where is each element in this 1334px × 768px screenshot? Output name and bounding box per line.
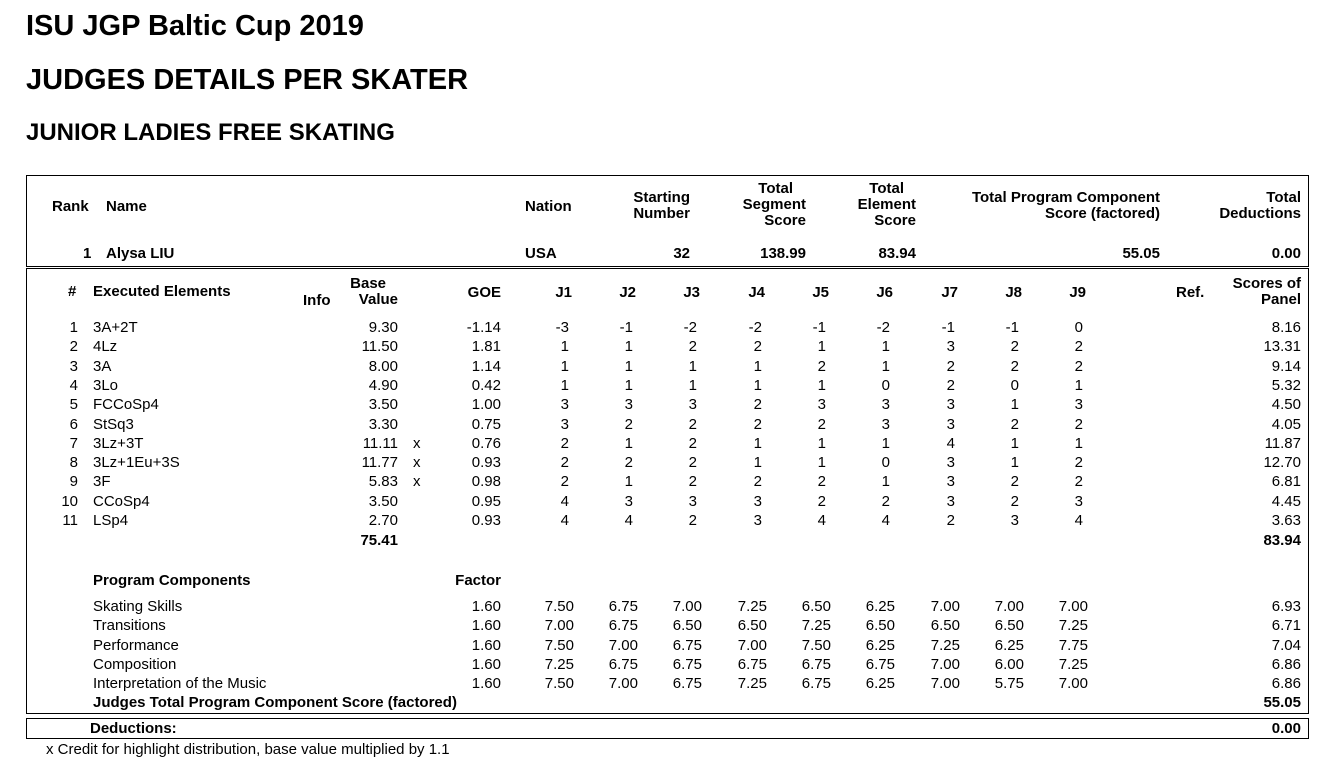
total-segment-score-header: Total Segment Score xyxy=(742,180,806,229)
panel-elements-total: 83.94 xyxy=(1263,532,1301,549)
element-judge-score: 1 xyxy=(753,434,762,452)
element-judge-score: 2 xyxy=(1010,415,1019,433)
component-judge-score: 6.75 xyxy=(672,655,702,673)
skater-rank: 1 xyxy=(83,245,92,262)
element-judge-score: 0 xyxy=(881,454,890,472)
element-goe: 1.81 xyxy=(471,338,501,356)
nation-header: Nation xyxy=(525,198,572,215)
component-judge-score: 7.50 xyxy=(544,598,574,615)
element-number: 5 xyxy=(69,396,78,414)
element-judge-score: 3 xyxy=(881,415,890,433)
element-judge-score: 2 xyxy=(817,473,826,491)
component-judge-score: 7.00 xyxy=(994,598,1024,615)
deductions-label: Deductions: xyxy=(90,720,177,737)
components-total-label: Judges Total Program Component Score (factored) xyxy=(93,694,457,711)
element-judge-score: 3 xyxy=(1010,512,1019,529)
element-judge-score: 2 xyxy=(624,415,633,433)
starting-number-header: Starting Number xyxy=(633,189,690,222)
element-number: 9 xyxy=(69,473,78,491)
element-judge-score: 3 xyxy=(688,396,697,414)
element-number-header: # xyxy=(68,283,77,300)
component-judge-score: 7.50 xyxy=(544,675,574,693)
event-title: ISU JGP Baltic Cup 2019 xyxy=(26,10,364,42)
component-panel-score: 6.93 xyxy=(1271,598,1301,615)
scores-of-panel-header: Scores of Panel xyxy=(1232,275,1301,308)
component-panel-score: 7.04 xyxy=(1271,636,1301,654)
element-judge-score: 2 xyxy=(560,434,569,452)
rank-header: Rank xyxy=(52,198,89,215)
element-judge-score: 2 xyxy=(1074,415,1083,433)
skater-total-pcs: 55.05 xyxy=(1122,245,1160,262)
element-judge-score: 4 xyxy=(624,512,633,529)
element-judge-score: 3 xyxy=(560,396,569,414)
component-judge-score: 7.75 xyxy=(1058,636,1088,654)
component-judge-score: 6.75 xyxy=(672,675,702,693)
element-base-value: 8.00 xyxy=(368,357,398,375)
element-judge-score: 3 xyxy=(817,396,826,414)
element-panel-score: 6.81 xyxy=(1271,473,1301,491)
element-judge-score: 1 xyxy=(753,454,762,472)
element-panel-score: 4.05 xyxy=(1271,415,1301,433)
element-judge-score: 1 xyxy=(624,473,633,491)
component-judge-score: 7.00 xyxy=(930,655,960,673)
component-judge-score: 6.75 xyxy=(737,655,767,673)
element-judge-score: 2 xyxy=(1010,338,1019,356)
components-total-value: 55.05 xyxy=(1263,694,1301,711)
element-judge-score: 2 xyxy=(1010,357,1019,375)
element-name: CCoSp4 xyxy=(93,492,150,510)
deductions-value: 0.00 xyxy=(1271,720,1301,737)
element-judge-score: 2 xyxy=(560,473,569,491)
skater-starting-number: 32 xyxy=(673,245,690,262)
component-judge-score: 6.25 xyxy=(865,675,895,693)
element-number: 7 xyxy=(69,434,78,452)
component-judge-score: 6.25 xyxy=(865,636,895,654)
judge-header-6: J6 xyxy=(876,284,893,301)
element-judge-score: 3 xyxy=(881,396,890,414)
component-judge-score: 6.75 xyxy=(608,617,638,635)
component-judge-score: 7.25 xyxy=(1058,617,1088,635)
element-judge-score: 1 xyxy=(817,338,826,356)
element-judge-score: 2 xyxy=(946,357,955,375)
element-judge-score: 1 xyxy=(1074,376,1083,394)
component-judge-score: 6.75 xyxy=(608,598,638,615)
element-judge-score: 3 xyxy=(946,338,955,356)
element-name: 4Lz xyxy=(93,338,118,356)
element-base-value: 4.90 xyxy=(368,376,398,394)
element-panel-score: 11.87 xyxy=(1264,434,1301,452)
component-judge-score: 7.00 xyxy=(1058,675,1088,693)
element-judge-score: 0 xyxy=(1074,319,1083,336)
component-judge-score: 6.75 xyxy=(672,636,702,654)
element-judge-score: 2 xyxy=(753,473,762,491)
component-judge-score: 7.00 xyxy=(608,675,638,693)
element-goe: 0.98 xyxy=(471,473,501,491)
component-judge-score: 6.25 xyxy=(865,598,895,615)
element-panel-score: 12.70 xyxy=(1263,454,1301,472)
element-judge-score: 1 xyxy=(688,357,697,375)
element-judge-score: -1 xyxy=(941,319,955,336)
element-judge-score: -2 xyxy=(748,319,762,336)
element-panel-score: 8.16 xyxy=(1271,319,1301,336)
element-judge-score: 3 xyxy=(624,396,633,414)
element-judge-score: 1 xyxy=(560,357,569,375)
element-number: 8 xyxy=(69,454,78,472)
element-judge-score: 3 xyxy=(560,415,569,433)
judge-header-1: J1 xyxy=(555,284,572,301)
factor-header: Factor xyxy=(455,572,501,589)
category-title: JUNIOR LADIES FREE SKATING xyxy=(26,119,395,146)
component-panel-score: 6.86 xyxy=(1271,655,1301,673)
component-judge-score: 7.25 xyxy=(737,675,767,693)
component-judge-score: 6.50 xyxy=(994,617,1024,635)
element-judge-score: 1 xyxy=(624,357,633,375)
skater-total-element-score: 83.94 xyxy=(878,245,916,262)
component-judge-score: 7.00 xyxy=(672,598,702,615)
element-panel-score: 13.31 xyxy=(1263,338,1301,356)
base-value-total: 75.41 xyxy=(360,532,398,549)
goe-header: GOE xyxy=(467,284,501,301)
element-judge-score: 1 xyxy=(753,376,762,394)
component-judge-score: 7.00 xyxy=(1058,598,1088,615)
element-judge-score: 1 xyxy=(1074,434,1083,452)
element-judge-score: 1 xyxy=(817,454,826,472)
element-judge-score: 3 xyxy=(946,396,955,414)
judge-header-4: J4 xyxy=(748,284,765,301)
element-panel-score: 9.14 xyxy=(1271,357,1301,375)
element-judge-score: 3 xyxy=(688,492,697,510)
element-judge-score: 2 xyxy=(1074,473,1083,491)
element-goe: 0.75 xyxy=(471,415,501,433)
component-name: Composition xyxy=(93,655,177,673)
info-header: Info xyxy=(303,292,331,309)
element-name: 3F xyxy=(93,473,111,491)
element-judge-score: 1 xyxy=(881,473,890,491)
element-base-value: 5.83 xyxy=(368,473,398,491)
element-judge-score: 1 xyxy=(560,338,569,356)
element-goe: -1.14 xyxy=(466,319,501,336)
element-judge-score: 2 xyxy=(688,434,697,452)
component-judge-score: 6.50 xyxy=(801,598,831,615)
element-name: LSp4 xyxy=(93,512,129,529)
element-number: 6 xyxy=(69,415,78,433)
element-info: x xyxy=(413,473,421,491)
component-name: Performance xyxy=(93,636,179,654)
element-judge-score: -2 xyxy=(683,319,697,336)
element-number: 10 xyxy=(61,492,78,510)
deductions-box xyxy=(26,718,1309,739)
element-judge-score: 3 xyxy=(946,415,955,433)
component-judge-score: 7.25 xyxy=(801,617,831,635)
element-goe: 0.42 xyxy=(471,376,501,394)
element-base-value: 3.30 xyxy=(368,415,398,433)
element-number: 11 xyxy=(62,512,78,529)
element-judge-score: 1 xyxy=(560,376,569,394)
skater-total-segment-score: 138.99 xyxy=(760,245,806,262)
element-judge-score: 1 xyxy=(1010,396,1019,414)
element-panel-score: 4.45 xyxy=(1271,492,1301,510)
component-judge-score: 6.75 xyxy=(865,655,895,673)
element-base-value: 11.77 xyxy=(361,454,398,472)
component-judge-score: 7.50 xyxy=(544,636,574,654)
element-goe: 0.76 xyxy=(471,434,501,452)
component-judge-score: 7.00 xyxy=(930,675,960,693)
element-judge-score: 3 xyxy=(1074,492,1083,510)
element-goe: 0.93 xyxy=(471,512,501,529)
element-name: FCCoSp4 xyxy=(93,396,159,414)
judge-header-9: J9 xyxy=(1069,284,1086,301)
component-factor: 1.60 xyxy=(471,617,501,635)
element-judge-score: 3 xyxy=(946,473,955,491)
component-judge-score: 7.50 xyxy=(801,636,831,654)
element-judge-score: 2 xyxy=(753,396,762,414)
total-deductions-header: Total Deductions xyxy=(1219,189,1301,222)
total-pcs-header: Total Program Component Score (factored) xyxy=(971,189,1160,222)
component-judge-score: 6.75 xyxy=(608,655,638,673)
component-judge-score: 6.00 xyxy=(994,655,1024,673)
component-judge-score: 7.25 xyxy=(930,636,960,654)
details-box xyxy=(26,268,1309,714)
component-judge-score: 6.50 xyxy=(737,617,767,635)
element-goe: 1.14 xyxy=(471,357,501,375)
element-judge-score: 2 xyxy=(1074,338,1083,356)
base-value-header: Base Value xyxy=(350,275,398,308)
element-judge-score: 2 xyxy=(688,473,697,491)
element-judge-score: 1 xyxy=(881,338,890,356)
element-number: 3 xyxy=(69,357,78,375)
footnote: x Credit for highlight distribution, base value multiplied by 1.1 xyxy=(46,741,450,758)
element-judge-score: -1 xyxy=(1005,319,1019,336)
element-judge-score: 3 xyxy=(624,492,633,510)
component-factor: 1.60 xyxy=(471,598,501,615)
element-judge-score: 1 xyxy=(881,357,890,375)
element-judge-score: 2 xyxy=(817,492,826,510)
component-factor: 1.60 xyxy=(471,636,501,654)
element-name: 3Lo xyxy=(93,376,119,394)
element-goe: 0.93 xyxy=(471,454,501,472)
element-judge-score: 1 xyxy=(624,434,633,452)
element-name: 3A xyxy=(93,357,112,375)
element-judge-score: 4 xyxy=(817,512,826,529)
element-goe: 0.95 xyxy=(471,492,501,510)
element-judge-score: 3 xyxy=(946,492,955,510)
element-judge-score: -2 xyxy=(876,319,890,336)
skater-total-deductions: 0.00 xyxy=(1271,245,1301,262)
element-info: x xyxy=(413,434,421,452)
element-judge-score: 2 xyxy=(624,454,633,472)
element-judge-score: 2 xyxy=(1010,492,1019,510)
element-number: 4 xyxy=(69,376,78,394)
element-judge-score: 0 xyxy=(1010,376,1019,394)
component-judge-score: 7.25 xyxy=(544,655,574,673)
element-judge-score: 2 xyxy=(753,338,762,356)
component-judge-score: 7.25 xyxy=(1058,655,1088,673)
element-base-value: 11.11 xyxy=(362,434,398,452)
element-judge-score: 1 xyxy=(817,376,826,394)
element-judge-score: 2 xyxy=(817,357,826,375)
component-name: Interpretation of the Music xyxy=(93,675,267,693)
element-judge-score: 2 xyxy=(753,415,762,433)
element-judge-score: 4 xyxy=(560,512,569,529)
element-number: 2 xyxy=(69,338,78,356)
element-judge-score: 2 xyxy=(817,415,826,433)
element-judge-score: 2 xyxy=(946,376,955,394)
element-judge-score: 2 xyxy=(946,512,955,529)
component-panel-score: 6.71 xyxy=(1271,617,1301,635)
component-judge-score: 5.75 xyxy=(994,675,1024,693)
component-judge-score: 6.25 xyxy=(994,636,1024,654)
element-judge-score: 3 xyxy=(753,492,762,510)
element-name: StSq3 xyxy=(93,415,134,433)
component-judge-score: 6.75 xyxy=(801,655,831,673)
component-panel-score: 6.86 xyxy=(1271,675,1301,693)
skater-name: Alysa LIU xyxy=(106,245,175,262)
element-judge-score: 1 xyxy=(624,338,633,356)
element-judge-score: 3 xyxy=(1074,396,1083,414)
component-judge-score: 6.75 xyxy=(801,675,831,693)
element-judge-score: 0 xyxy=(881,376,890,394)
judge-header-8: J8 xyxy=(1005,284,1022,301)
element-panel-score: 5.32 xyxy=(1271,376,1301,394)
element-judge-score: 2 xyxy=(560,454,569,472)
element-judge-score: 3 xyxy=(753,512,762,529)
report-title: JUDGES DETAILS PER SKATER xyxy=(26,64,469,96)
element-judge-score: 3 xyxy=(946,454,955,472)
element-judge-score: 2 xyxy=(688,415,697,433)
component-judge-score: 7.25 xyxy=(737,598,767,615)
element-judge-score: 2 xyxy=(1074,357,1083,375)
element-judge-score: -3 xyxy=(555,319,569,336)
element-goe: 1.00 xyxy=(471,396,501,414)
component-judge-score: 6.50 xyxy=(930,617,960,635)
element-name: 3A+2T xyxy=(93,319,138,336)
program-components-header: Program Components xyxy=(93,572,251,589)
element-judge-score: 1 xyxy=(817,434,826,452)
element-name: 3Lz+1Eu+3S xyxy=(93,454,180,472)
element-judge-score: 1 xyxy=(881,434,890,452)
element-judge-score: -1 xyxy=(812,319,826,336)
judge-header-2: J2 xyxy=(619,284,636,301)
element-judge-score: 2 xyxy=(688,338,697,356)
judge-header-7: J7 xyxy=(941,284,958,301)
name-header: Name xyxy=(106,198,147,215)
element-base-value: 3.50 xyxy=(368,492,398,510)
element-base-value: 11.50 xyxy=(361,338,398,356)
component-factor: 1.60 xyxy=(471,675,501,693)
element-judge-score: 2 xyxy=(1074,454,1083,472)
component-judge-score: 7.00 xyxy=(737,636,767,654)
element-info: x xyxy=(413,454,421,472)
element-judge-score: 1 xyxy=(624,376,633,394)
element-judge-score: 1 xyxy=(753,357,762,375)
element-judge-score: 1 xyxy=(1010,434,1019,452)
skater-nation: USA xyxy=(525,245,557,262)
component-judge-score: 7.00 xyxy=(544,617,574,635)
component-factor: 1.60 xyxy=(471,655,501,673)
element-base-value: 9.30 xyxy=(368,319,398,336)
element-judge-score: 2 xyxy=(688,454,697,472)
judge-header-3: J3 xyxy=(683,284,700,301)
element-judge-score: -1 xyxy=(619,319,633,336)
element-panel-score: 3.63 xyxy=(1271,512,1301,529)
element-number: 1 xyxy=(69,319,78,336)
element-panel-score: 4.50 xyxy=(1271,396,1301,414)
element-judge-score: 2 xyxy=(1010,473,1019,491)
element-name: 3Lz+3T xyxy=(93,434,144,452)
element-judge-score: 2 xyxy=(688,512,697,529)
element-judge-score: 1 xyxy=(1010,454,1019,472)
element-judge-score: 4 xyxy=(1074,512,1083,529)
total-element-score-header: Total Element Score xyxy=(857,180,916,229)
element-judge-score: 1 xyxy=(688,376,697,394)
executed-elements-header: Executed Elements xyxy=(93,283,231,300)
component-name: Skating Skills xyxy=(93,598,183,615)
element-judge-score: 4 xyxy=(560,492,569,510)
component-judge-score: 7.00 xyxy=(930,598,960,615)
element-base-value: 2.70 xyxy=(368,512,398,529)
component-judge-score: 7.00 xyxy=(608,636,638,654)
judge-header-5: J5 xyxy=(812,284,829,301)
component-judge-score: 6.50 xyxy=(672,617,702,635)
component-judge-score: 6.50 xyxy=(865,617,895,635)
element-base-value: 3.50 xyxy=(368,396,398,414)
ref-header: Ref. xyxy=(1176,284,1205,301)
element-judge-score: 2 xyxy=(881,492,890,510)
element-judge-score: 4 xyxy=(946,434,955,452)
component-name: Transitions xyxy=(93,617,166,635)
element-judge-score: 4 xyxy=(881,512,890,529)
